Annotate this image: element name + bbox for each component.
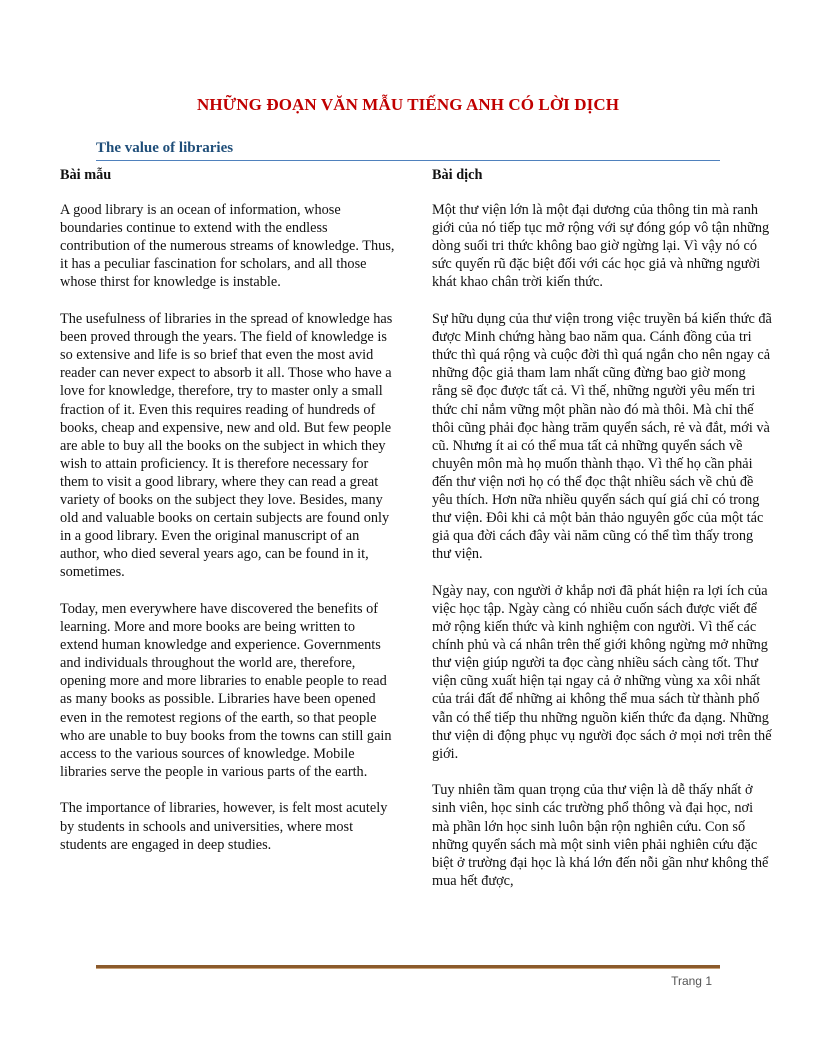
heading-underline-rule — [96, 160, 720, 161]
vietnamese-column-heading: Bài dịch — [432, 167, 483, 183]
document-title: NHỮNG ĐOẠN VĂN MẪU TIẾNG ANH CÓ LỜI DỊCH — [196, 95, 620, 114]
english-paragraph: The importance of libraries, however, is felt most acutely by students in schools and universities, where most students are engaged in deep studies. — [60, 800, 388, 853]
vietnamese-paragraph: Ngày nay, con người ở khắp nơi đã phát hiện ra lợi ích của việc học tập. Ngày càng có nhiều cuốn sách được viết để mở rộng kiến thức và kinh nghiệm con người. Vì thế các chính phủ và cá nhân trên thế giới không ngừng mở những thư viện giúp người ta đọc càng nhiều sách càng tốt. Thư viện cũng xuất hiện tại ngay cả ở những vùng xa xôi nhất của trái đất để những ai không thể mua sách từ thành phố vẫn có thể tiếp thu những nguồn kiến thức đa dạng. Những thư viện di động phục vụ người đọc sách ở mọi nơi trên thế giới. — [432, 582, 772, 762]
vietnamese-paragraph: Một thư viện lớn là một đại dương của thông tin mà ranh giới của nó tiếp tục mở rộng với sự đóng góp vô tận những dòng suối tri thức không bao giờ ngừng lại. Vì vậy nó có sức quyến rũ đặc biệt đối với các học giả và những người khát khao chân trời kiến thức. — [432, 202, 770, 291]
english-paragraph: Today, men everywhere have discovered the benefits of learning. More and more books are being written to extend human knowledge and experience. Governments and individuals throughout the world are, therefore, opening more and more libraries to enable people to read as many books as possible. Libraries have been opened even in the remotest regions of the earth, so that people who are unable to buy books from the towns can still gain access to the various sources of knowledge. Mobile libraries serve the people in various parts of the earth. — [60, 600, 392, 780]
english-column-heading: Bài mẫu — [60, 167, 112, 183]
vietnamese-paragraph: Tuy nhiên tầm quan trọng của thư viện là dễ thấy nhất ở sinh viên, học sinh các trường phổ thông và đại học, nơi mà phần lớn học sinh luôn bận rộn nghiên cứu. Con số những quyển sách mà một sinh viên phải nghiên cứu đặc biệt ở trường đại học là khá lớn đến nỗi gần như không thể mua hết được, — [432, 782, 769, 889]
english-paragraph: A good library is an ocean of information, whose boundaries continue to extend with the endless contribution of the numerous streams of knowledge. Thus, it has a peculiar fascination for scholars, and all those whose thirst for knowledge is instable. — [60, 202, 395, 291]
english-paragraph: The usefulness of libraries in the spread of knowledge has been proved through the years. The field of knowledge is so extensive and life is so brief that even the most avid reader can never expect to absorb it all. Those who have a love for knowledge, therefore, try to master only a small fraction of it. Even this requires reading of hundreds of books, cheap and expensive, new and old. But few people are able to buy all the books on the subject in which they wish to attain proficiency. It is therefore necessary for them to visit a good library, where they can read a great variety of books on the subject they love. Besides, many old and valuable books on certain subjects are found only in a good library. Even the original manuscript of an author, who died several years ago, can be found in it, sometimes. — [60, 311, 393, 581]
vietnamese-column — [432, 166, 772, 908]
vietnamese-paragraph: Sự hữu dụng của thư viện trong việc truyền bá kiến thức đã được Minh chứng hàng bao năm qua. Cánh đồng của tri thức thì quá rộng và cuộc đời thì quá ngắn cho nên ngay cả những độc giả tham lam nhất cũng đừng bao giờ mong rằng sẽ đọc được tất cả. Vì thế, những người yêu mến tri thức chỉ nắm vững một phần nào đó mà thôi. Mà chỉ thế thôi cũng phải đọc hàng trăm quyển sách, rẻ và đắt, mới và cũ. Nhưng ít ai có thể mua tất cả những quyển sách về chuyên môn mà họ muốn thành thạo. Vì thế họ cần phải đến thư viện nơi họ có thể đọc thật nhiều sách về chủ đề yêu thích. Hơn nữa nhiều quyển sách quí giá chỉ có trong thư viện. Đôi khi cả một bản thảo nguyên gốc của một tác giả qua đời cách đây vài năm cũng có thể tìm thấy trong thư viện. — [432, 311, 772, 563]
english-column — [60, 166, 396, 872]
section-heading: The value of libraries — [96, 140, 234, 156]
page-number: Trang 1 — [671, 974, 712, 988]
footer-divider — [96, 965, 720, 969]
